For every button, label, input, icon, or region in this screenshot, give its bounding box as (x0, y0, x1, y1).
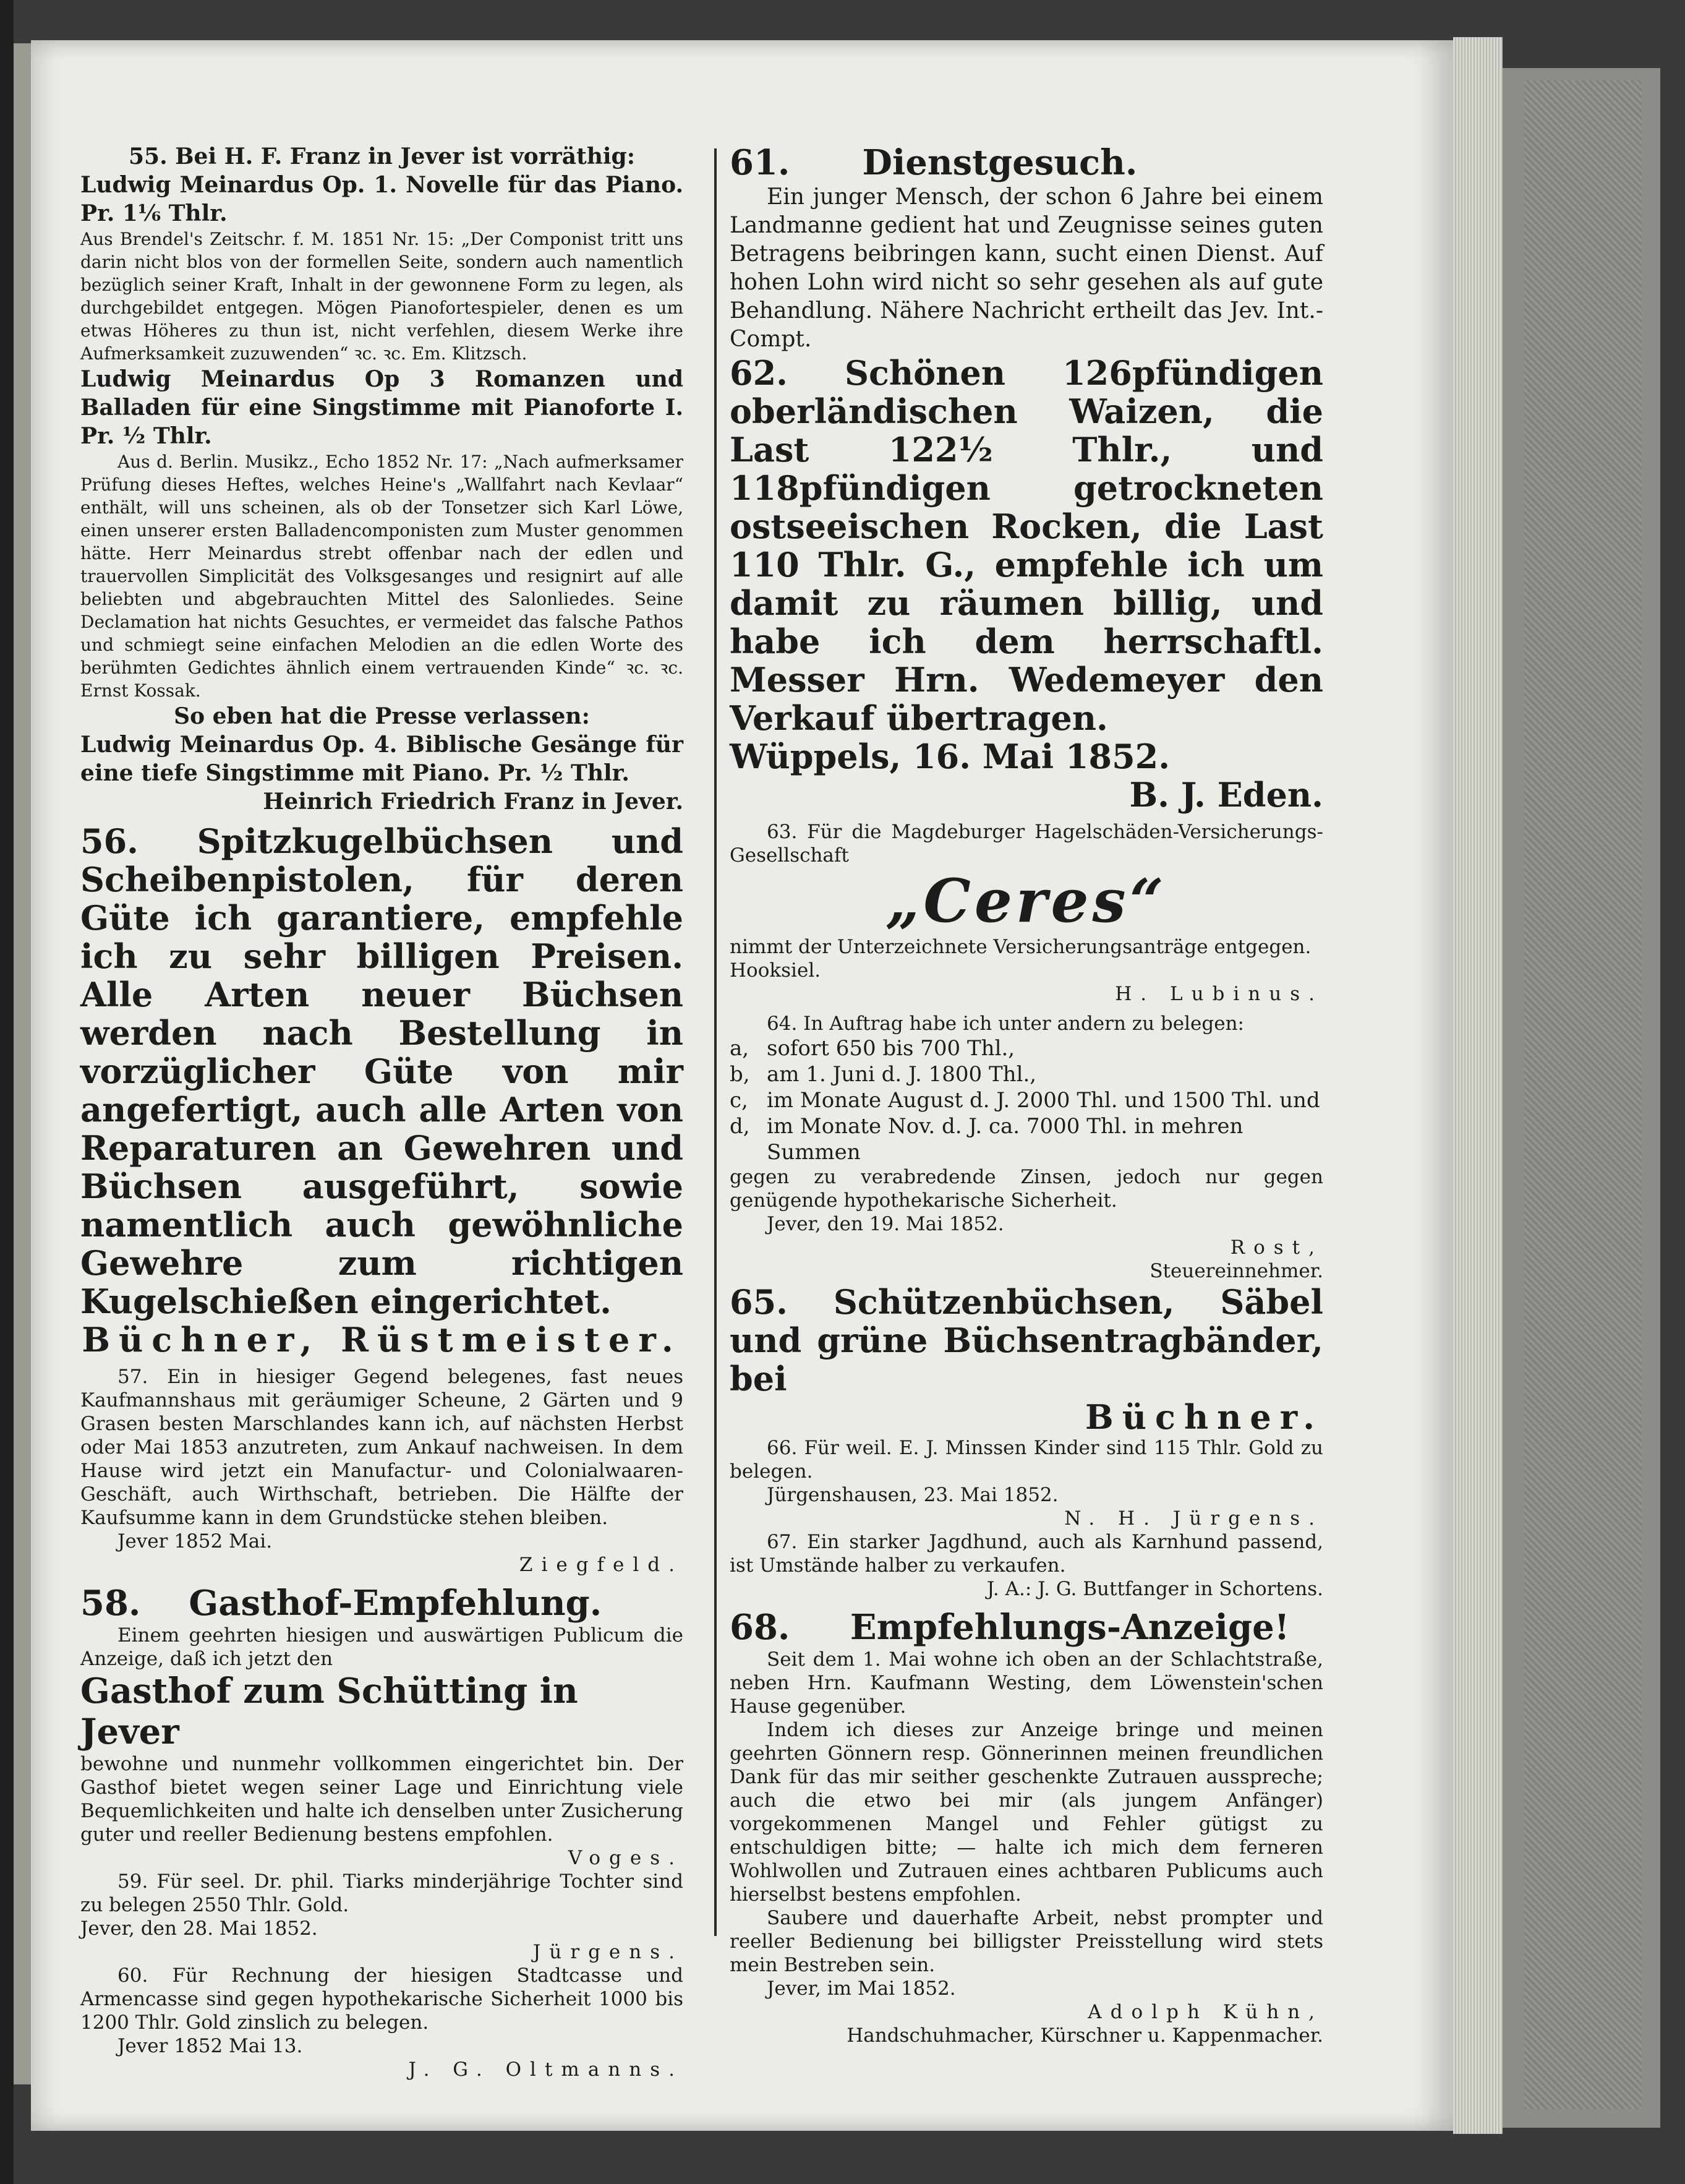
ad-62-signature: B. J. Eden. (1129, 775, 1323, 815)
ad-56-text: 56. Spitzkugelbüchsen und Scheibenpistolen, für deren Güte ich garantiere, empfehle ich zu sehr billigen Preisen. Alle Arten neuer Büchsen werden nach Bestellung in vorzüglicher Güte von mir angefertigt, auch alle Arten von Reparaturen an Gewehren und Büchsen ausgeführt, sowie namentlich auch gewöhnliche Gewehre zum richtigen Kugelschießen eingerichtet. (80, 821, 683, 1321)
ad-56-signature: Büchner, Rüstmeister. (82, 1320, 682, 1360)
ad-62-text: 62. Schönen 126pfündigen oberländischen Waizen, die Last 122½ Thlr., und 118pfündigen getrockneten ostseeischen Rocken, die Last 110 Thlr. G., empfehle ich um damit zu räumen billig, und habe ich dem herrschaftl. Messer Hrn. Wedemeyer den Verkauf übertragen. (730, 353, 1323, 738)
background-left (0, 0, 14, 2184)
ad-68-paragraph-1: Seit dem 1. Mai wohne ich oben an der Schlachtstraße, neben Hrn. Kaufmann Westing, dem Löwenstein'schen Hause gegenüber. (730, 1648, 1323, 1718)
list-item-text: im Monate Nov. d. J. ca. 7000 Thl. in mehren Summen (767, 1114, 1243, 1165)
ad-55-title-op1: Ludwig Meinardus Op. 1. Novelle für das Piano. Pr. 1⅙ Thlr. (80, 172, 683, 226)
ad-62 (730, 354, 1323, 814)
left-column (80, 142, 683, 2081)
ad-58-gasthof-name: Gasthof zum Schütting in Jever (80, 1671, 578, 1752)
ad-68-signature: Adolph Kühn, (1088, 2001, 1323, 2023)
ad-67-signature: J. A.: J. G. Buttfanger in Schortens. (986, 1578, 1323, 1600)
list-item-text: sofort 650 bis 700 Thl., (767, 1036, 1015, 1061)
ad-59-signature: Jürgens. (532, 1941, 683, 1963)
ad-55-title-op4: Ludwig Meinardus Op. 4. Biblische Gesänge für eine tiefe Singstimme mit Piano. Pr. ½ Thlr. (80, 732, 683, 786)
ad-68-paragraph-3: Saubere und dauerhafte Arbeit, nebst prompter und reeller Bedienung bei billigster Preisstellung wird stets mein Bestreben sein. (730, 1907, 1323, 1976)
ad-66-signature: N. H. Jürgens. (1064, 1507, 1323, 1530)
ad-56 (80, 822, 683, 1359)
ad-67-text: 67. Ein starker Jagdhund, auch als Karnhund passend, ist Umstände halber zu verkaufen. (730, 1531, 1323, 1577)
list-item-text: am 1. Juni d. J. 1800 Thl., (767, 1062, 1037, 1087)
previous-page-edge (14, 43, 31, 2084)
ad-55-title-op3: Ludwig Meinardus Op 3 Romanzen und Balladen für eine Singstimme mit Pianoforte I. Pr. ½ Thlr. (80, 366, 683, 449)
ad-55-review-2: Aus d. Berlin. Musikz., Echo 1852 Nr. 17: „Nach aufmerksamer Prüfung dieses Heftes, welches Heine's „Wallfahrt nach Kevlaar“ enthält, will uns scheinen, als ob der Tonsetzer sich Karl Löwe, einen unserer ersten Balladencomponisten zum Muster genommen hätte. Herr Meinardus strebt offenbar nach der edlen und trauervollen Simplicität des Volksgesanges und resignirt auf alle beliebten und abgebrauchten Mittel des Salonliedes. Seine Declamation hat nichts Gesuchtes, er vermeidet das falsche Pathos und schmiegt seine einfachen Melodien an die edlen Worte des berühmten Gedichtes ähnlich einem vertrauenden Kinde“ ꝛc. ꝛc. Ernst Kossak. (80, 452, 683, 701)
ad-58-text: bewohne und nunmehr vollkommen eingerichtet bin. Der Gasthof bietet wegen seiner Lage und Einrichtung viele Bequemlichkeiten und halte ich denselben unter Zusicherung guter und reeller Bedienung bestens empfohlen. (80, 1753, 683, 1846)
ad-57-text: 57. Ein in hiesiger Gegend belegenes, fast neues Kaufmannshaus mit geräumiger Scheune, 2 Gärten und 9 Grasen besten Marschlandes kann ich, auf nächsten Herbst oder Mai 1853 anzutreten, zum Ankauf nachweisen. In dem Hause wird jetzt ein Manufactur- und Colonialwaaren-Geschäft, auch Wirthschaft, betrieben. Die Hälfte der Kaufsumme kann in dem Grundstücke stehen bleiben. (80, 1366, 683, 1529)
ad-59-place-date: Jever, den 28. Mai 1852. (80, 1917, 318, 1940)
ad-68-place-date: Jever, im Mai 1852. (767, 1977, 956, 2000)
ad-65 (730, 1283, 1323, 1436)
ad-60 (80, 1964, 683, 2081)
ad-58-intro: Einem geehrten hiesigen und auswärtigen Publicum die Anzeige, daß ich jetzt den (80, 1624, 683, 1670)
ad-63-signature: H. Lubinus. (1115, 983, 1323, 1005)
list-item-label: b, (730, 1062, 750, 1087)
list-item (730, 1035, 1323, 1061)
list-item (730, 1061, 1323, 1087)
ad-60-signature: J. G. Oltmanns. (408, 2058, 683, 2081)
page-stack-edge (1453, 37, 1503, 2134)
list-item (730, 1113, 1323, 1165)
ad-61 (730, 142, 1323, 354)
ad-61-text: Ein junger Mensch, der schon 6 Jahre bei einem Landmanne gedient hat und Zeugnisse seines guten Betragens beibringen kann, sucht einen Dienst. Auf hohen Lohn wird nicht so sehr gesehen als auf gute Behandlung. Nähere Nachricht ertheilt das Jev. Int.-Compt. (730, 184, 1323, 352)
ad-63 (730, 820, 1323, 1006)
ad-55 (80, 142, 683, 816)
ad-57-place-date: Jever 1852 Mai. (117, 1530, 273, 1552)
ad-60-place-date: Jever 1852 Mai 13. (117, 2035, 303, 2057)
ad-55-review-1: Aus Brendel's Zeitschr. f. M. 1851 Nr. 15: „Der Componist tritt uns darin nicht blos von der formellen Seite, sondern auch namentlich bezüglich seiner Kraft, Inhalt in der gewonnene Form zu legen, als durchgebildet entgegen. Mögen Pianofortespieler, denen es um etwas Höheres zu thun ist, nicht verfehlen, diesem Werke ihre Aufmerksamkeit zuzuwenden“ ꝛc. ꝛc. Em. Klitzsch. (80, 229, 683, 364)
list-item-label: a, (730, 1036, 749, 1061)
ad-58-number: 58. (80, 1583, 141, 1624)
ad-68-title: Empfehlungs-Anzeige! (850, 1607, 1290, 1648)
ad-64-signature: Rost, (1230, 1236, 1323, 1259)
column-divider (714, 148, 717, 1936)
ad-57-signature: Ziegfeld. (519, 1554, 683, 1576)
ad-68-paragraph-2: Indem ich dieses zur Anzeige bringe und meinen geehrten Gönnern resp. Gönnerinnen meinen freundlichen Dank für das mir seither geschenkte Zutrauen ausspreche; auch die etwo bei mir (als jungem Anfänger) vorgekommenen Mangel und Fehler gütigst zu entschuldigen bitte; — halte ich mich dem ferneren Wohlwollen und Zutrauen eines achtbaren Publicums auch hierselbst bestens empfohlen. (730, 1719, 1323, 1906)
ad-64 (730, 1012, 1323, 1283)
ad-64-place-date: Jever, den 19. Mai 1852. (767, 1213, 1004, 1235)
list-item (730, 1087, 1323, 1113)
list-item-text: im Monate August d. J. 2000 Thl. und 1500 Thl. und (767, 1088, 1320, 1113)
cover-texture (1524, 80, 1642, 2109)
ad-64-intro: 64. In Auftrag habe ich unter andern zu belegen: (767, 1013, 1244, 1035)
ad-60-text: 60. Für Rechnung der hiesigen Stadtcasse und Armencasse sind gegen hypothekarische Sicherheit 1000 bis 1200 Thlr. Gold zinslich zu belegen. (80, 1964, 683, 2034)
ad-65-text: 65. Schützenbüchsen, Säbel und grüne Büchsentragbänder, bei (730, 1282, 1323, 1398)
ad-67 (730, 1530, 1323, 1601)
ad-59 (80, 1870, 683, 1964)
ad-55-publisher: Heinrich Friedrich Franz in Jever. (263, 789, 683, 815)
ad-58-title: Gasthof-Empfehlung. (189, 1583, 602, 1624)
ad-61-title: Dienstgesuch. (862, 142, 1138, 183)
ad-58 (80, 1583, 683, 1870)
ad-64-role: Steuereinnehmer. (1150, 1260, 1323, 1282)
ad-62-place-date: Wüppels, 16. Mai 1852. (730, 737, 1171, 776)
ad-55-press: So eben hat die Presse verlassen: (174, 703, 590, 729)
ad-63-text: nimmt der Unterzeichnete Versicherungsanträge entgegen. (730, 936, 1312, 958)
right-column (730, 142, 1323, 2047)
ad-68-role: Handschuhmacher, Kürschner u. Kappenmacher. (847, 2024, 1323, 2047)
list-item-label: d, (730, 1114, 750, 1139)
list-item-label: c, (730, 1088, 748, 1113)
ad-59-text: 59. Für seel. Dr. phil. Tiarks minderjährige Tochter sind zu belegen 2550 Thlr. Gold. (80, 1870, 683, 1916)
ad-68-number: 68. (730, 1607, 790, 1648)
ad-66-place-date: Jürgenshausen, 23. Mai 1852. (767, 1484, 1059, 1506)
ad-63-ceres-name: „Ceres“ (885, 866, 1167, 936)
ad-65-signature: Büchner. (1085, 1397, 1323, 1437)
ad-63-place: Hooksiel. (730, 959, 821, 982)
ad-66 (730, 1436, 1323, 1530)
ad-61-number: 61. (730, 142, 790, 183)
ad-57 (80, 1365, 683, 1577)
ad-66-text: 66. Für weil. E. J. Minssen Kinder sind 115 Thlr. Gold zu belegen. (730, 1437, 1323, 1483)
ad-68 (730, 1607, 1323, 2047)
ad-58-signature: Voges. (568, 1847, 683, 1869)
ad-55-head: 55. Bei H. F. Franz in Jever ist vorräthig: (128, 143, 636, 169)
ad-63-intro: 63. Für die Magdeburger Hagelschäden-Versicherungs-Gesellschaft (730, 821, 1323, 867)
ad-64-condition: gegen zu verabredende Zinsen, jedoch nur gegen genügende hypothekarische Sicherheit. (730, 1166, 1323, 1212)
